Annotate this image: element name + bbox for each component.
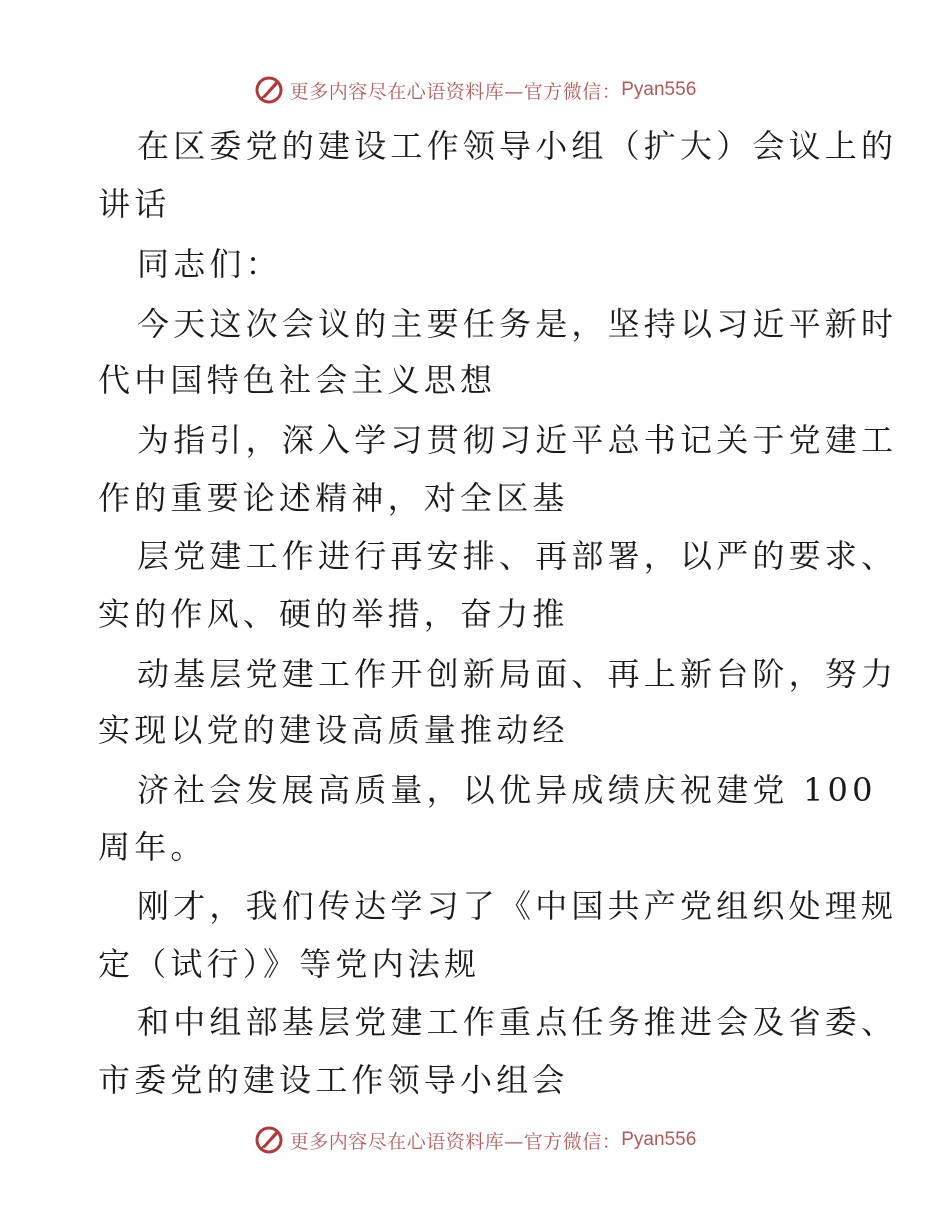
doc-line: 刚才，我们传达学习了《中国共产党组织处理规 — [137, 887, 898, 925]
doc-line: 作的重要论述精神，对全区基 — [98, 479, 569, 517]
doc-line: 在区委党的建设工作领导小组（扩大）会议上的 — [137, 127, 898, 165]
doc-line: 定（试行）》等党内法规 — [98, 945, 481, 983]
quill-logo-icon — [254, 75, 284, 105]
doc-line: 实现以党的建设高质量推动经 — [98, 711, 569, 749]
quill-logo-icon — [254, 1125, 284, 1155]
doc-line: 为指引，深入学习贯彻习近平总书记关于党建工 — [137, 421, 898, 459]
doc-line: 动基层党建工作开创新局面、再上新台阶，努力 — [137, 655, 898, 693]
doc-line: 同志们： — [137, 245, 282, 283]
doc-line: 讲话 — [98, 185, 171, 223]
doc-line: 市委党的建设工作领导小组会 — [98, 1061, 569, 1099]
header-banner — [0, 70, 950, 110]
doc-line: 济社会发展高质量，以优异成绩庆祝建党 100 — [137, 771, 877, 809]
doc-line: 层党建工作进行再安排、再部署，以严的要求、 — [137, 537, 898, 575]
footer-banner — [0, 1120, 950, 1160]
doc-line: 和中组部基层党建工作重点任务推进会及省委、 — [137, 1003, 898, 1041]
banner-wechat-id: Pyan556 — [621, 1129, 697, 1150]
doc-line: 周年。 — [98, 828, 207, 866]
banner-text: 更多内容尽在心语资料库—官方微信： — [289, 80, 622, 103]
banner-text: 更多内容尽在心语资料库—官方微信： — [289, 1130, 622, 1153]
doc-line: 今天这次会议的主要任务是，坚持以习近平新时 — [137, 305, 898, 343]
doc-line: 代中国特色社会主义思想 — [98, 361, 497, 399]
banner-wechat-id: Pyan556 — [621, 79, 697, 100]
doc-line: 实的作风、硬的举措，奋力推 — [98, 595, 569, 633]
